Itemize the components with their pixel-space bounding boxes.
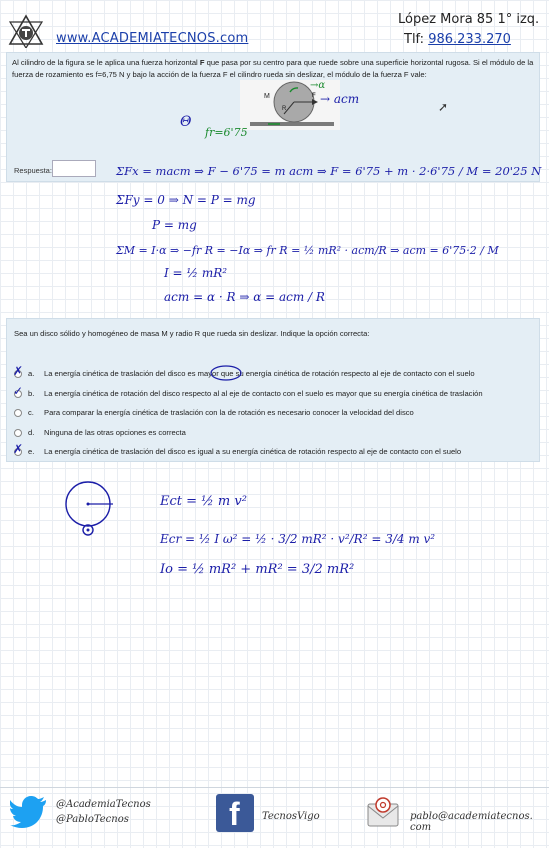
footer-divider: [0, 787, 549, 788]
io-formula: Io = ½ mR² + mR² = 3/2 mR²: [160, 562, 355, 577]
academia-logo: [8, 14, 44, 48]
email-address[interactable]: pablo@academiatecnos. com: [410, 811, 533, 833]
phone-text: [404, 32, 511, 47]
option-d[interactable]: d. Ninguna de las otras opciones es correcta: [14, 428, 186, 437]
answer-label: Respuesta:: [14, 166, 52, 175]
option-c-radio[interactable]: [14, 409, 22, 417]
twitter-icon[interactable]: [10, 796, 48, 828]
address-text: López Mora 85 1° izq.: [398, 12, 540, 27]
email-icon[interactable]: [366, 796, 400, 828]
disk-sketch: [58, 478, 118, 548]
twitter-handle-1[interactable]: @AcademiaTecnos: [56, 799, 151, 810]
solution-line-6: acm = α · R ⇒ α = acm / R: [164, 290, 325, 304]
mouse-cursor-icon: ➚: [438, 100, 449, 114]
website-link[interactable]: www.ACADEMIATECNOS.com: [56, 31, 249, 46]
option-b[interactable]: b. La energía cinética de rotación del disco respecto al al eje de contacto con el suelo es mayor que su energía cinética de traslación: [14, 389, 483, 398]
option-c[interactable]: c. Para comparar la energía cinética de traslación con la de rotación es necesario conocer la velocidad del disco: [14, 408, 414, 417]
solution-line-1: ΣFx = macm ⇒ F − 6'75 = m acm ⇒ F = 6'75 + m · 2·6'75 / M = 20'25 N: [116, 164, 542, 178]
question1-text: Al cilindro de la figura se le aplica una fuerza horizontal F que pasa por su centro para que ruede sobre una superficie horizontal rugosa. Si el módulo de la fuerza de rozamiento es f=6,75 N y bajo la acción de la fuerza F el cilindro rueda sin deslizar, el módulo de la fuerza F vale:: [12, 58, 534, 79]
ecr-formula: Ecr = ½ I ω² = ½ · 3/2 mR² · v²/R² = 3/4 m v²: [160, 532, 436, 546]
circled-word-annotation: [209, 364, 243, 382]
facebook-f-glyph: f: [229, 796, 240, 832]
option-b-mark: ✓: [13, 384, 24, 398]
solution-line-5: I = ½ mR²: [164, 266, 228, 280]
option-a-mark: ✗: [13, 364, 24, 378]
option-a[interactable]: a. La energía cinética de traslación del disco es mayor que su energía cinética de rotación respecto al eje de contacto con el suelo: [14, 369, 475, 378]
option-d-radio[interactable]: [14, 429, 22, 437]
phone-number[interactable]: 986.233.270: [428, 32, 511, 47]
question2-text: Sea un disco sólido y homogéneo de masa M y radio R que rueda sin deslizar. Indique la opción correcta:: [14, 329, 370, 338]
fig-friction-note: fr=6'75: [205, 126, 248, 139]
fig-acm-note: → acm: [320, 92, 360, 106]
solution-line-3: P = mg: [152, 218, 197, 232]
solution-line-2: ΣFy = 0 ⇒ N = P = mg: [116, 193, 256, 207]
fig-alpha-note: →α: [310, 80, 326, 91]
twitter-handles: [56, 797, 151, 827]
phone-label: Tlf:: [404, 32, 429, 47]
option-e[interactable]: e. La energía cinética de traslación del disco es igual a su energía cinética de rotación respecto al eje de contacto con el suelo: [14, 447, 461, 456]
option-e-mark: ✗: [13, 442, 24, 456]
twitter-handle-2[interactable]: @PabloTecnos: [56, 814, 129, 825]
figure-label-f: F: [312, 93, 316, 99]
figure-label-m: M: [264, 93, 270, 100]
figure-label-r: R: [282, 106, 287, 112]
fig-theta-note: Θ: [180, 114, 192, 130]
solution-line-4: ΣM = I·α ⇒ −fr R = −Iα ⇒ fr R = ½ mR² · acm/R ⇒ acm = 6'75·2 / M: [116, 244, 499, 257]
ect-formula: Ect = ½ m v²: [160, 494, 247, 509]
facebook-page[interactable]: TecnosVigo: [262, 811, 320, 822]
answer-input[interactable]: [52, 160, 96, 177]
